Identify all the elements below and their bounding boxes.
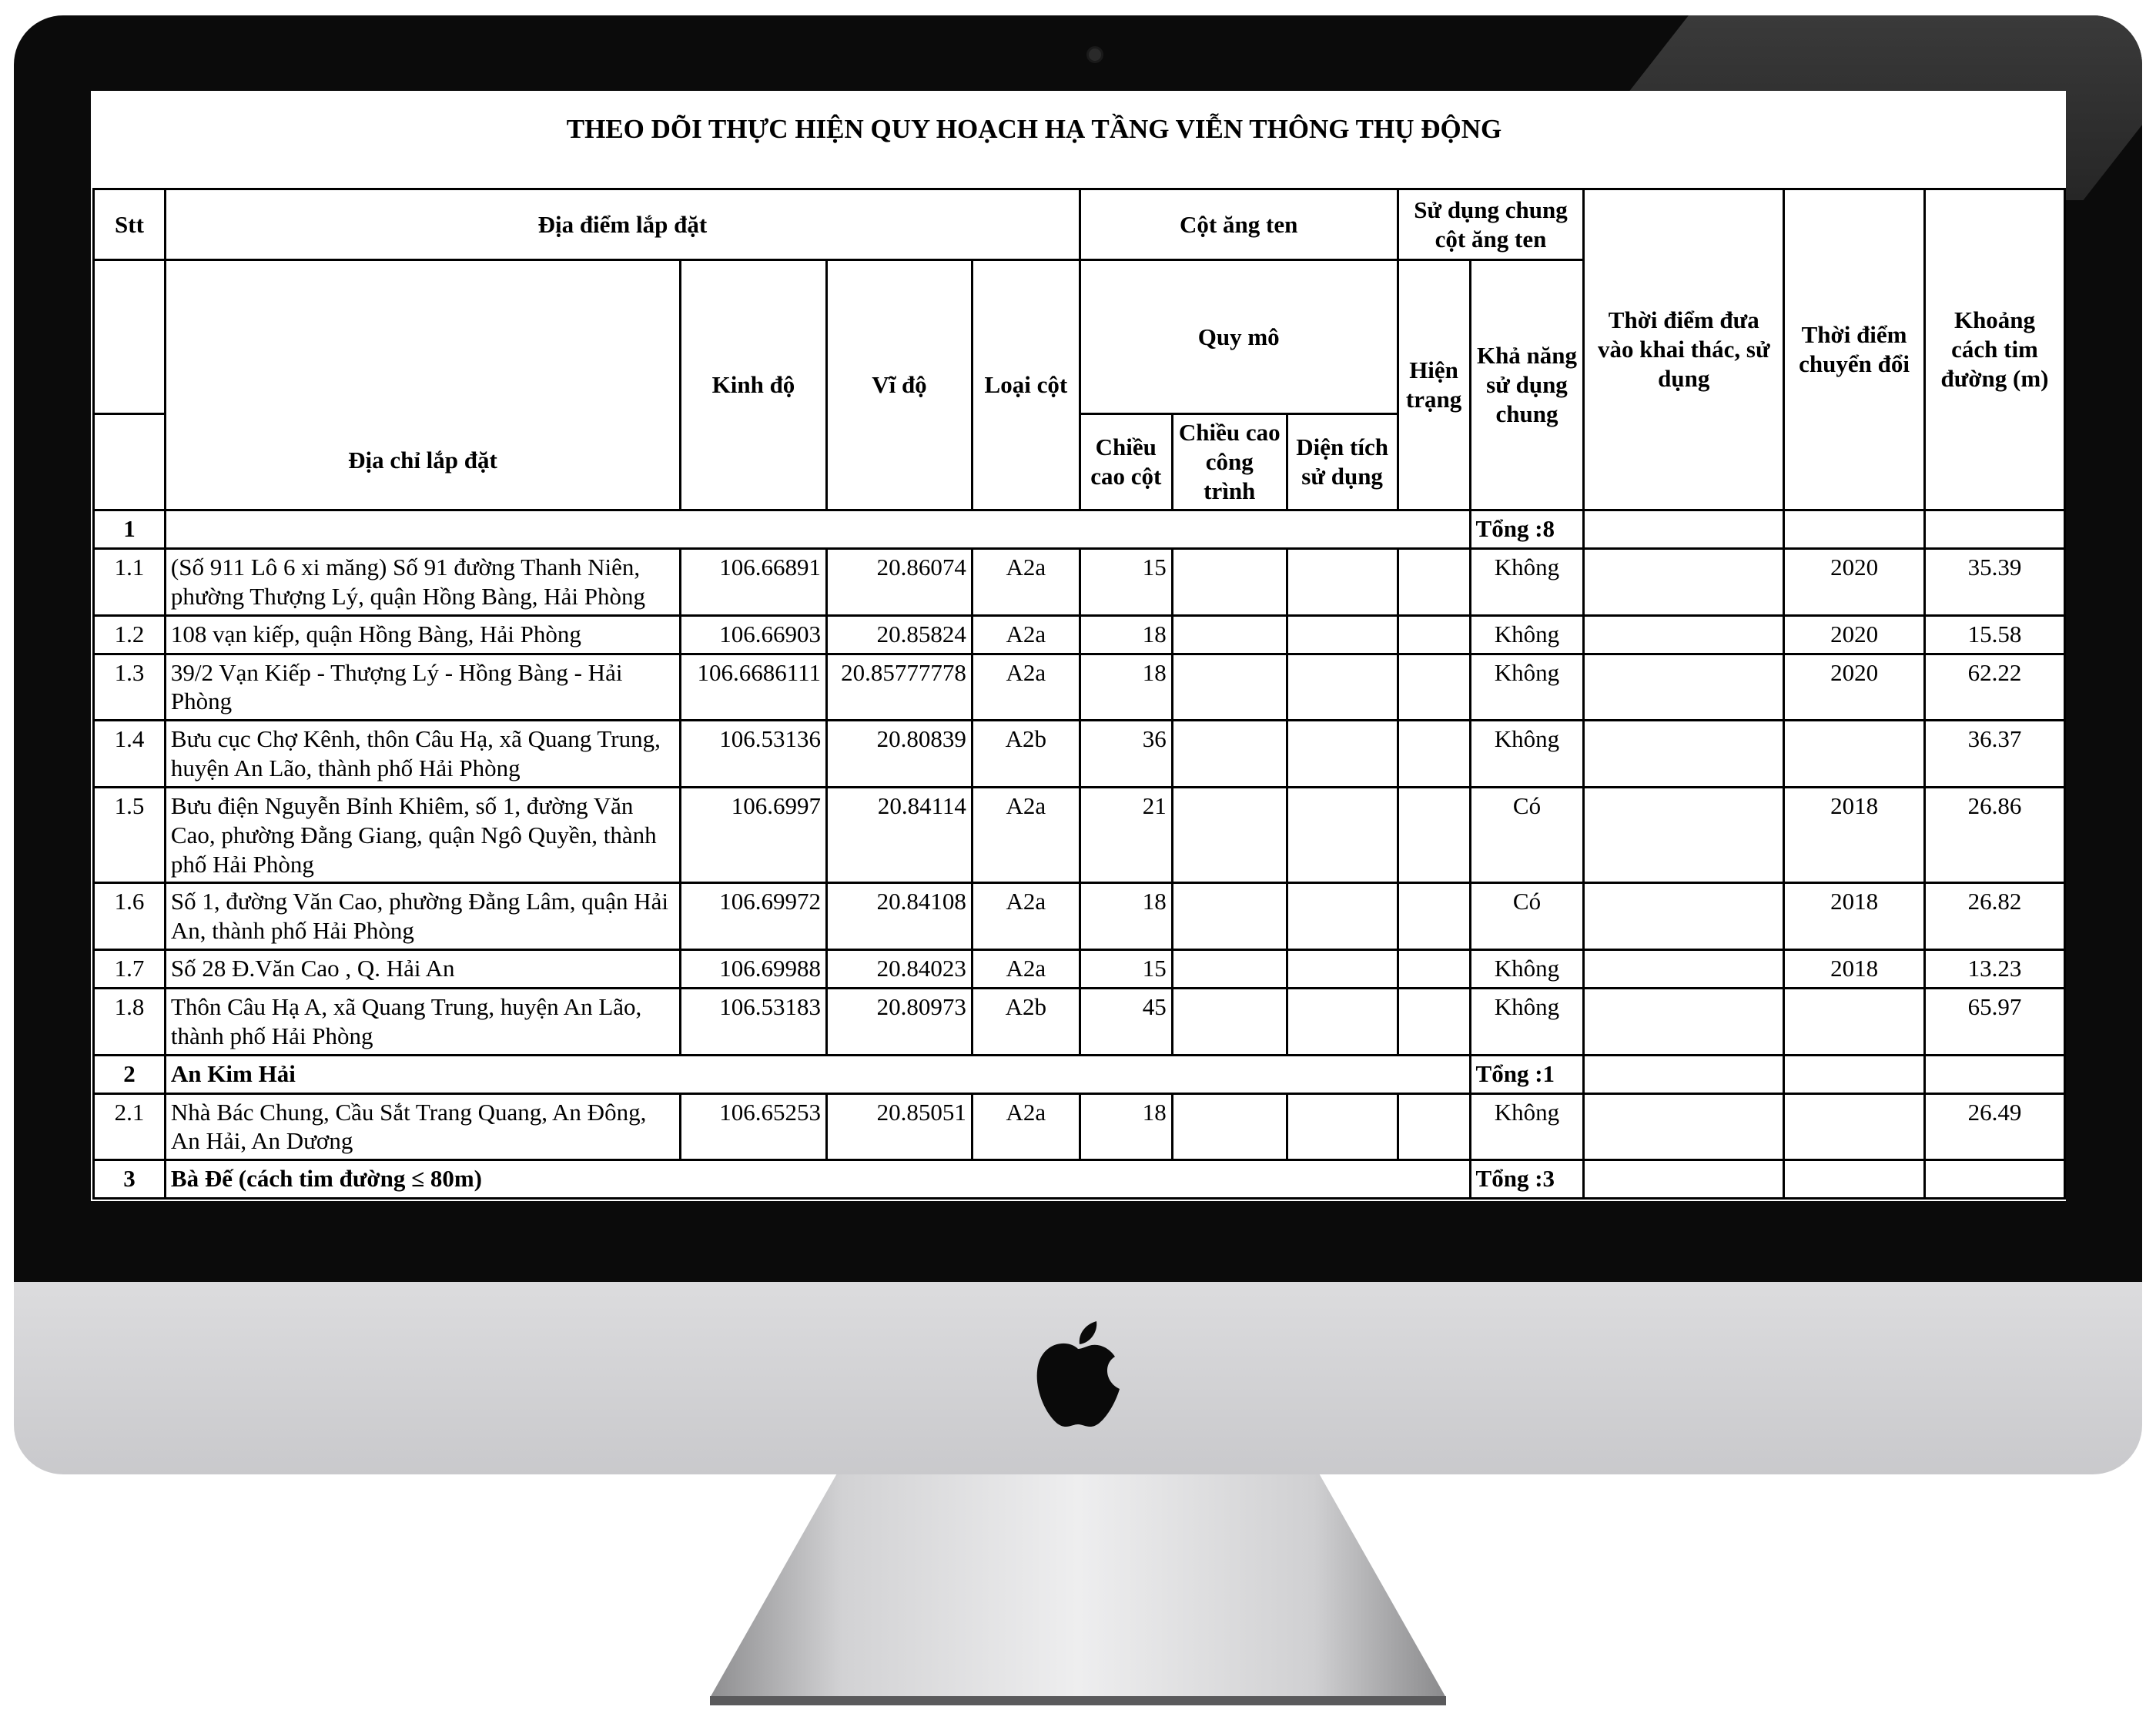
empty-cell — [1287, 615, 1398, 654]
row-address: (Số 911 Lô 6 xi măng) Số 91 đường Thanh Niên, phường Thượng Lý, quận Hồng Bàng, Hải Phòng — [165, 549, 680, 616]
row-share: Có — [1470, 883, 1584, 950]
row-longitude: 106.69988 — [680, 949, 826, 988]
row-longitude: 106.66891 — [680, 549, 826, 616]
empty-cell — [1925, 510, 2065, 549]
empty-cell — [1172, 949, 1287, 988]
empty-cell — [1172, 549, 1287, 616]
header-dia-diem: Địa điểm lắp đặt — [165, 189, 1080, 260]
header-stt-blank-2 — [94, 414, 166, 510]
empty-cell — [1287, 949, 1398, 988]
row-longitude: 106.65253 — [680, 1093, 826, 1160]
empty-cell — [1784, 1055, 1925, 1093]
row-address: Thôn Câu Hạ A, xã Quang Trung, huyện An Lão, thành phố Hải Phòng — [165, 988, 680, 1055]
row-convert — [1784, 721, 1925, 788]
empty-cell — [1398, 615, 1470, 654]
empty-cell — [1398, 787, 1470, 882]
row-latitude: 20.80973 — [826, 988, 972, 1055]
row-distance: 13.23 — [1925, 949, 2065, 988]
empty-cell — [1172, 787, 1287, 882]
row-height: 36 — [1080, 721, 1172, 788]
row-height: 21 — [1080, 787, 1172, 882]
empty-cell — [1584, 510, 1784, 549]
row-latitude: 20.80839 — [826, 721, 972, 788]
screen — [91, 91, 2066, 1201]
empty-cell — [1398, 654, 1470, 721]
row-address: Bưu cục Chợ Kênh, thôn Câu Hạ, xã Quang Trung, huyện An Lão, thành phố Hải Phòng — [165, 721, 680, 788]
row-convert — [1784, 988, 1925, 1055]
row-height: 45 — [1080, 988, 1172, 1055]
row-height: 18 — [1080, 654, 1172, 721]
group-row — [94, 510, 2065, 549]
camera-icon — [1086, 46, 1103, 63]
empty-cell — [1784, 1160, 1925, 1199]
row-share: Không — [1470, 615, 1584, 654]
empty-cell — [1172, 1093, 1287, 1160]
row-latitude: 20.84023 — [826, 949, 972, 988]
row-longitude: 106.53183 — [680, 988, 826, 1055]
empty-cell — [1172, 615, 1287, 654]
row-address: Số 28 Đ.Văn Cao , Q. Hải An — [165, 949, 680, 988]
header-quy-mo: Quy mô — [1080, 260, 1398, 414]
empty-cell — [1287, 654, 1398, 721]
row-latitude: 20.85051 — [826, 1093, 972, 1160]
row-type: A2a — [972, 549, 1080, 616]
table-row — [94, 615, 2065, 654]
row-latitude: 20.84108 — [826, 883, 972, 950]
row-stt: 1.3 — [94, 654, 166, 721]
empty-cell — [1398, 721, 1470, 788]
row-address: Nhà Bác Chung, Cầu Sắt Trang Quang, An Đông, An Hải, An Dương — [165, 1093, 680, 1160]
empty-cell — [1172, 721, 1287, 788]
row-height: 18 — [1080, 1093, 1172, 1160]
header-kinh-do: Kinh độ — [680, 260, 826, 510]
empty-cell — [1925, 1160, 2065, 1199]
empty-cell — [1287, 787, 1398, 882]
row-stt: 1.6 — [94, 883, 166, 950]
group-stt: 2 — [94, 1055, 166, 1093]
group-name: An Kim Hải — [165, 1055, 1470, 1093]
group-name: Bà Đế (cách tim đường ≤ 80m) — [165, 1160, 1470, 1199]
row-share: Không — [1470, 721, 1584, 788]
row-convert: 2018 — [1784, 949, 1925, 988]
header-dien-tich: Diện tích sử dụng — [1287, 414, 1398, 510]
row-share: Có — [1470, 787, 1584, 882]
empty-cell — [1925, 1055, 2065, 1093]
table-row — [94, 654, 2065, 721]
empty-cell — [1584, 549, 1784, 616]
row-convert: 2020 — [1784, 615, 1925, 654]
empty-cell — [1584, 988, 1784, 1055]
empty-cell — [1584, 721, 1784, 788]
header-chieu-cao-cong-trinh: Chiều cao công trình — [1172, 414, 1287, 510]
table-row — [94, 988, 2065, 1055]
row-longitude: 106.66903 — [680, 615, 826, 654]
empty-cell — [1584, 787, 1784, 882]
row-type: A2a — [972, 787, 1080, 882]
header-cot-ang-ten: Cột ăng ten — [1080, 189, 1398, 260]
row-distance: 35.39 — [1925, 549, 2065, 616]
row-stt: 1.5 — [94, 787, 166, 882]
row-height: 15 — [1080, 949, 1172, 988]
group-total: Tổng :8 — [1470, 510, 1584, 549]
header-stt-blank — [94, 260, 166, 414]
group-total: Tổng :3 — [1470, 1160, 1584, 1199]
row-share: Không — [1470, 949, 1584, 988]
row-distance: 62.22 — [1925, 654, 2065, 721]
row-address: Số 1, đường Văn Cao, phường Đằng Lâm, quận Hải An, thành phố Hải Phòng — [165, 883, 680, 950]
table-row — [94, 883, 2065, 950]
apple-logo-icon — [1032, 1318, 1124, 1430]
row-latitude: 20.85777778 — [826, 654, 972, 721]
row-latitude: 20.84114 — [826, 787, 972, 882]
row-stt: 1.1 — [94, 549, 166, 616]
header-chieu-cao-cot: Chiều cao cột — [1080, 414, 1172, 510]
table-row — [94, 721, 2065, 788]
row-distance: 15.58 — [1925, 615, 2065, 654]
row-stt: 2.1 — [94, 1093, 166, 1160]
row-address: 39/2 Vạn Kiếp - Thượng Lý - Hồng Bàng - Hải Phòng — [165, 654, 680, 721]
row-latitude: 20.86074 — [826, 549, 972, 616]
row-type: A2a — [972, 1093, 1080, 1160]
empty-cell — [1398, 949, 1470, 988]
empty-cell — [1584, 883, 1784, 950]
row-convert: 2018 — [1784, 787, 1925, 882]
row-share: Không — [1470, 988, 1584, 1055]
empty-cell — [1172, 988, 1287, 1055]
header-thoi-diem-dua: Thời điểm đưa vào khai thác, sử dụng — [1584, 189, 1784, 510]
table-row — [94, 1093, 2065, 1160]
row-height: 18 — [1080, 883, 1172, 950]
row-distance: 26.86 — [1925, 787, 2065, 882]
group-total: Tổng :1 — [1470, 1055, 1584, 1093]
row-share: Không — [1470, 1093, 1584, 1160]
header-su-dung-chung: Sử dụng chung cột ăng ten — [1398, 189, 1584, 260]
row-type: A2a — [972, 615, 1080, 654]
header-loai-cot: Loại cột — [972, 260, 1080, 510]
header-khoang-cach: Khoảng cách tim đường (m) — [1925, 189, 2065, 510]
row-address: 108 vạn kiếp, quận Hồng Bàng, Hải Phòng — [165, 615, 680, 654]
row-height: 15 — [1080, 549, 1172, 616]
header-vi-do: Vĩ độ — [826, 260, 972, 510]
document-title: THEO DÕI THỰC HIỆN QUY HOẠCH HẠ TẦNG VIỄN THÔNG THỤ ĐỘNG — [566, 114, 1502, 144]
empty-cell — [1287, 1093, 1398, 1160]
empty-cell — [1287, 549, 1398, 616]
row-type: A2a — [972, 654, 1080, 721]
row-longitude: 106.69972 — [680, 883, 826, 950]
header-stt: Stt — [94, 189, 166, 260]
row-stt: 1.7 — [94, 949, 166, 988]
group-row — [94, 1055, 2065, 1093]
row-longitude: 106.6997 — [680, 787, 826, 882]
table-row — [94, 949, 2065, 988]
empty-cell — [1287, 883, 1398, 950]
group-name — [165, 510, 1470, 549]
row-distance: 65.97 — [1925, 988, 2065, 1055]
row-type: A2a — [972, 949, 1080, 988]
header-kha-nang: Khả năng sử dụng chung — [1470, 260, 1584, 510]
empty-cell — [1287, 721, 1398, 788]
empty-cell — [1584, 615, 1784, 654]
row-convert: 2018 — [1784, 883, 1925, 950]
group-row — [94, 1160, 2065, 1199]
empty-cell — [1398, 1093, 1470, 1160]
row-type: A2b — [972, 721, 1080, 788]
group-stt: 1 — [94, 510, 166, 549]
empty-cell — [1398, 988, 1470, 1055]
header-thoi-diem-chuyen: Thời điểm chuyển đổi — [1784, 189, 1925, 510]
group-stt: 3 — [94, 1160, 166, 1199]
row-address: Bưu điện Nguyễn Bỉnh Khiêm, số 1, đường Văn Cao, phường Đằng Giang, quận Ngô Quyền, thành phố Hải Phòng — [165, 787, 680, 882]
empty-cell — [1784, 510, 1925, 549]
row-type: A2a — [972, 883, 1080, 950]
row-share: Không — [1470, 549, 1584, 616]
row-stt: 1.8 — [94, 988, 166, 1055]
empty-cell — [1398, 883, 1470, 950]
row-longitude: 106.53136 — [680, 721, 826, 788]
table-row — [94, 787, 2065, 882]
header-hien-trang: Hiện trạng — [1398, 260, 1470, 510]
planning-table — [92, 188, 2066, 1200]
empty-cell — [1287, 988, 1398, 1055]
empty-cell — [1584, 1055, 1784, 1093]
row-type: A2b — [972, 988, 1080, 1055]
row-longitude: 106.6686111 — [680, 654, 826, 721]
row-latitude: 20.85824 — [826, 615, 972, 654]
empty-cell — [1398, 549, 1470, 616]
empty-cell — [1172, 883, 1287, 950]
row-height: 18 — [1080, 615, 1172, 654]
row-distance: 26.49 — [1925, 1093, 2065, 1160]
row-share: Không — [1470, 654, 1584, 721]
empty-cell — [1172, 654, 1287, 721]
row-convert: 2020 — [1784, 654, 1925, 721]
empty-cell — [1584, 1093, 1784, 1160]
header-dia-chi: Địa chỉ lắp đặt — [165, 260, 680, 510]
empty-cell — [1584, 654, 1784, 721]
row-convert: 2020 — [1784, 549, 1925, 616]
empty-cell — [1584, 949, 1784, 988]
empty-cell — [1584, 1160, 1784, 1199]
row-stt: 1.2 — [94, 615, 166, 654]
row-distance: 26.82 — [1925, 883, 2065, 950]
row-stt: 1.4 — [94, 721, 166, 788]
table-row — [94, 549, 2065, 616]
row-distance: 36.37 — [1925, 721, 2065, 788]
row-convert — [1784, 1093, 1925, 1160]
